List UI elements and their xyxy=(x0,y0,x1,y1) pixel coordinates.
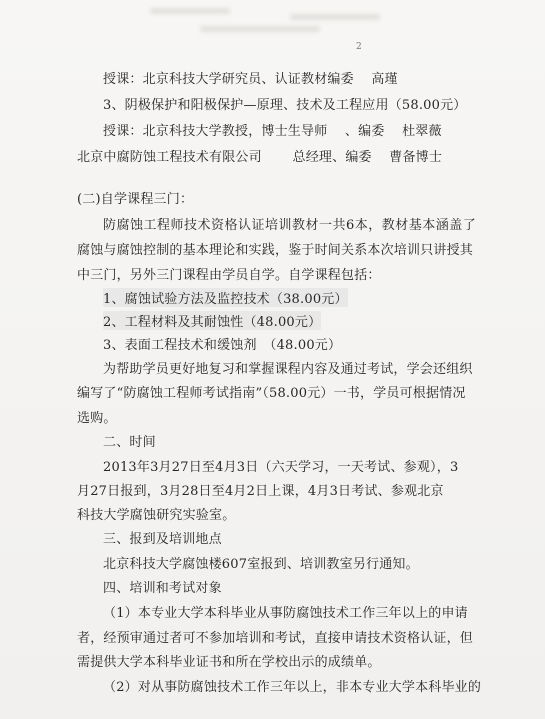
text-line: 授课：北京科技大学教授，博士生导师 、编委 杜翠薇 xyxy=(103,124,442,139)
course-item: 2、工程材料及其耐蚀性（48.00元） xyxy=(103,311,321,330)
text-line: 3、阴极保护和阳极保护—原理、技术及工程应用（58.00元） xyxy=(103,98,467,113)
course-item: 3、表面工程技术和缓蚀剂 （48.00元） xyxy=(103,338,342,353)
text-line: 防腐蚀工程师技术资格认证培训教材一共6本，教材基本涵盖了 xyxy=(103,218,477,233)
text-line: 中三门，另外三门课程由学员自学。自学课程包括： xyxy=(77,268,381,283)
text-line: 北京中腐防蚀工程技术有限公司 总经理、编委 曹备博士 xyxy=(77,150,443,165)
bleed-through-text xyxy=(0,0,545,60)
page-number: 2 xyxy=(356,42,362,52)
text-line: 科技大学腐蚀研究实验室。 xyxy=(77,508,236,523)
text-line: 腐蚀与腐蚀控制的基本理论和实践，鉴于时间关系本次培训只讲授其 xyxy=(77,243,474,258)
text-line: 月27日报到，3月28日至4月2日上课，4月3日考试、参观北京 xyxy=(77,484,444,499)
text-line: 为帮助学员更好地复习和掌握课程内容及通过考试，学会还组织 xyxy=(103,362,473,377)
text-line: （1）本专业大学本科毕业从事防腐蚀技术工作三年以上的申请 xyxy=(103,606,468,621)
text-line: （2）对从事防腐蚀技术工作三年以上，非本专业大学本科毕业的 xyxy=(103,680,482,695)
text-line: 授课：北京科技大学研究员、认证教材编委 高瑾 xyxy=(103,72,398,87)
text-line: 者，经预审通过者可不参加培训和考试，直接申请技术资格认证，但 xyxy=(77,631,474,646)
text-line: 需提供大学本科毕业证书和所在学校出示的成绩单。 xyxy=(77,655,381,670)
text-line: 北京科技大学腐蚀楼607室报到、培训教室另行通知。 xyxy=(103,557,419,572)
section-heading: 三、报到及培训地点 xyxy=(103,532,222,547)
section-heading: 四、培训和考试对象 xyxy=(103,581,222,596)
text-line: 选购。 xyxy=(77,411,117,426)
section-heading: 二、时间 xyxy=(103,435,156,450)
text-line: 2013年3月27日至4月3日（六天学习，一天考试、参观），3 xyxy=(103,460,459,475)
course-item: 1、腐蚀试验方法及监控技术（38.00元） xyxy=(103,288,348,307)
text-line: 编写了“防腐蚀工程师考试指南”（58.00元）一书，学员可根据情况 xyxy=(77,386,466,401)
section-heading: (二)自学课程三门： xyxy=(77,192,194,207)
